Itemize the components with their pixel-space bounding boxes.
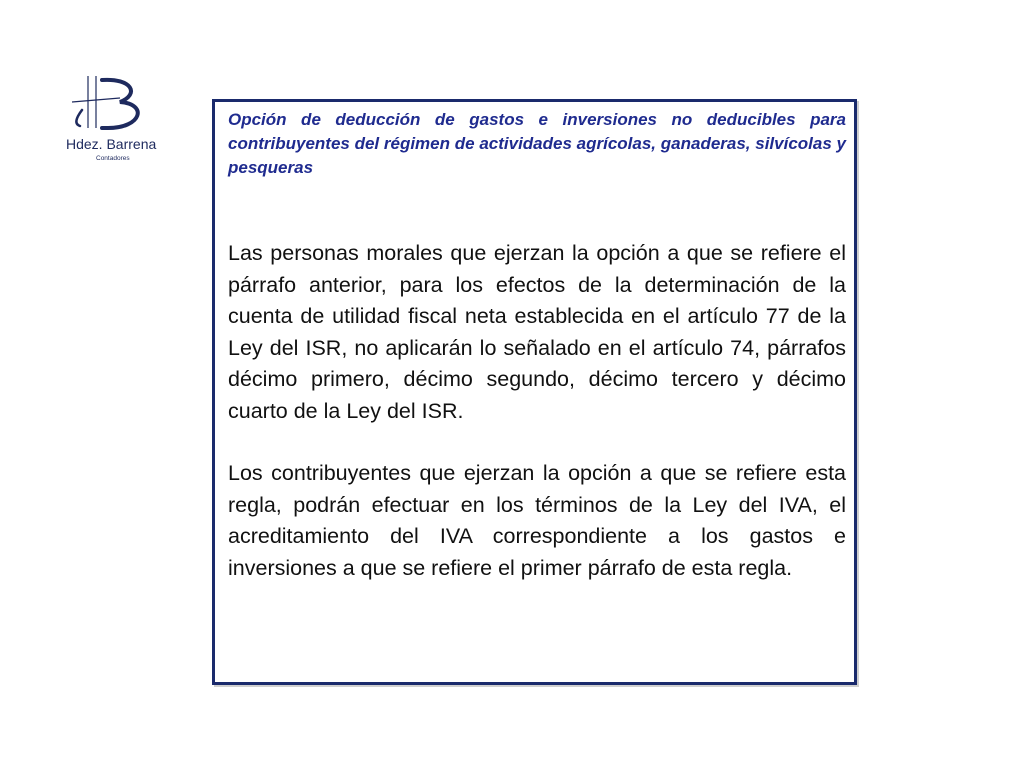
content-panel bbox=[212, 99, 857, 685]
body-paragraph-1: Las personas morales que ejerzan la opción a que se refiere el párrafo anterior, para los efectos de la determinación de la cuenta de utilidad fiscal neta establecida en el artículo 77 de la Ley del ISR, no aplicarán lo señalado en el artículo 74, párrafos décimo primero, décimo segundo, décimo tercero y décimo cuarto de la Ley del ISR. bbox=[228, 241, 846, 423]
logo-brand-name: Hdez. Barrena bbox=[66, 136, 157, 152]
logo-tagline: Contadores bbox=[96, 155, 130, 162]
body-paragraph-2: Los contribuyentes que ejerzan la opción a que se refiere esta regla, podrán efectuar en los términos de la Ley del IVA, el acreditamiento del IVA correspondiente a los gastos e inversiones a que se refiere el primer párrafo de esta regla. bbox=[228, 461, 846, 580]
section-heading: Opción de deducción de gastos e inversiones no deducibles para contribuyentes del régimen de actividades agrícolas, ganaderas, silvícolas y pesqueras bbox=[228, 110, 846, 177]
company-logo bbox=[62, 72, 158, 176]
hb-monogram-icon bbox=[62, 72, 158, 176]
